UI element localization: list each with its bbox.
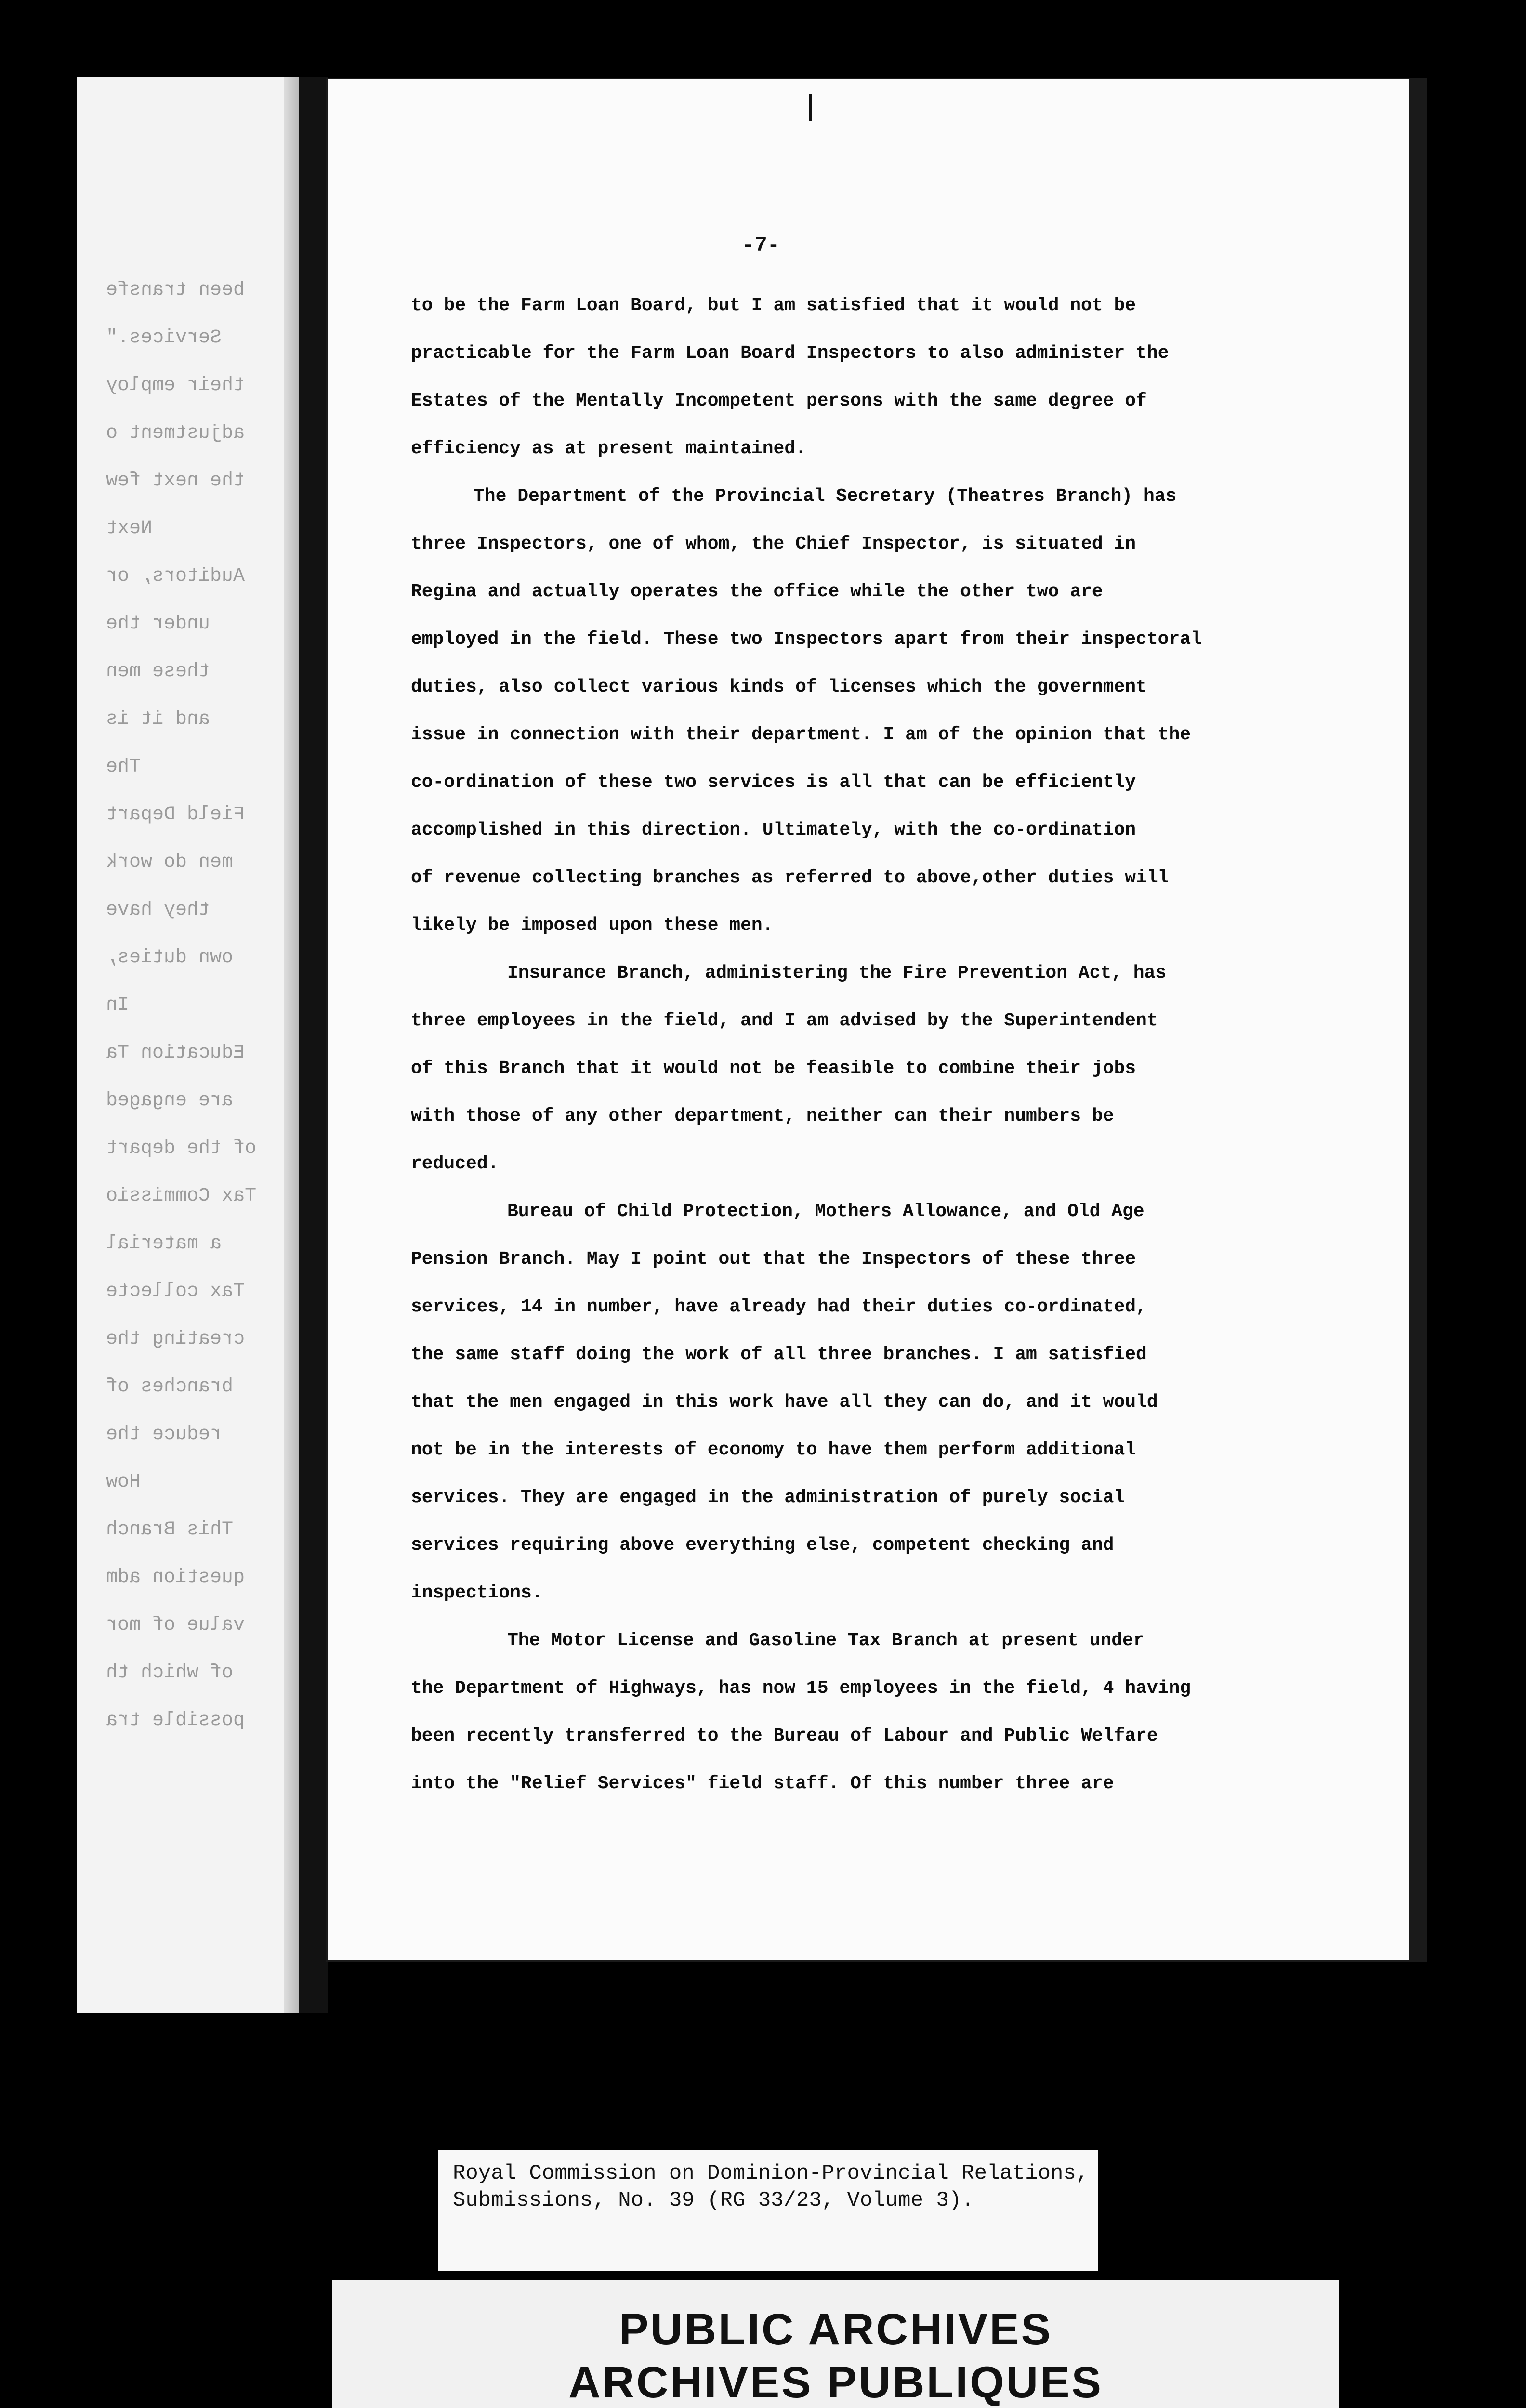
text-line: co-ordination of these two services is all that can be efficiently bbox=[411, 772, 1136, 793]
text-line: of revenue collecting branches as referred to above,other duties will bbox=[411, 867, 1169, 888]
text-line: practicable for the Farm Loan Board Inspectors to also administer the bbox=[411, 343, 1169, 364]
text-line: three employees in the field, and I am advised by the Superintendent bbox=[411, 1010, 1158, 1031]
bleed-line: Next bbox=[106, 518, 153, 539]
bleed-line: a material bbox=[106, 1233, 222, 1255]
text-line: services, 14 in number, have already had their duties co-ordinated, bbox=[411, 1296, 1147, 1317]
archives-stamp bbox=[332, 2280, 1339, 2408]
bleed-line: Tax collecte bbox=[106, 1281, 245, 1302]
text-line: accomplished in this direction. Ultimately, with the co-ordination bbox=[411, 820, 1136, 840]
reference-label bbox=[438, 2150, 1098, 2271]
text-line: likely be imposed upon these men. bbox=[411, 915, 774, 936]
reference-line: Royal Commission on Dominion-Provincial Relations, bbox=[453, 2161, 1089, 2186]
staple-mark bbox=[809, 94, 812, 121]
bleed-line: The bbox=[106, 756, 141, 778]
text-line: three Inspectors, one of whom, the Chief Inspector, is situated in bbox=[411, 534, 1136, 554]
bleed-line: their employ bbox=[106, 375, 245, 396]
bleed-line: of the depart bbox=[106, 1138, 257, 1159]
bleed-line: branches of bbox=[106, 1376, 234, 1398]
bleed-line: are engaged bbox=[106, 1090, 234, 1112]
text-line: The Motor License and Gasoline Tax Branch at present under bbox=[507, 1630, 1144, 1651]
binding-gutter bbox=[299, 77, 328, 2013]
text-line: employed in the field. These two Inspectors apart from their inspectoral bbox=[411, 629, 1202, 650]
bleed-line: Field Depart bbox=[106, 804, 245, 825]
archives-title-en: PUBLIC ARCHIVES bbox=[619, 2305, 1052, 2354]
text-line: inspections. bbox=[411, 1583, 543, 1603]
text-line: services requiring above everything else, competent checking and bbox=[411, 1535, 1114, 1556]
bleed-line: Services." bbox=[106, 327, 222, 349]
document-page bbox=[328, 79, 1425, 1960]
bleed-line: the next few bbox=[106, 470, 245, 492]
bleed-line: reduce the bbox=[106, 1424, 222, 1445]
bleed-line: been transfe bbox=[106, 279, 245, 301]
bleed-line: In bbox=[106, 995, 130, 1016]
text-line: The Department of the Provincial Secretary (Theatres Branch) has bbox=[474, 486, 1177, 507]
bleed-line: possible tra bbox=[106, 1710, 245, 1731]
bleed-line: This Branch bbox=[106, 1519, 234, 1541]
text-line: Bureau of Child Protection, Mothers Allowance, and Old Age bbox=[507, 1201, 1144, 1222]
text-line: with those of any other department, neither can their numbers be bbox=[411, 1106, 1114, 1126]
text-line: of this Branch that it would not be feasible to combine their jobs bbox=[411, 1058, 1136, 1079]
page-edge-shadow bbox=[284, 77, 299, 2013]
text-line: the Department of Highways, has now 15 employees in the field, 4 having bbox=[411, 1678, 1191, 1699]
text-line: Pension Branch. May I point out that the Inspectors of these three bbox=[411, 1249, 1136, 1269]
text-line: been recently transferred to the Bureau of Labour and Public Welfare bbox=[411, 1726, 1158, 1746]
text-line: not be in the interests of economy to have them perform additional bbox=[411, 1440, 1136, 1460]
text-line: into the "Relief Services" field staff. Of this number three are bbox=[411, 1773, 1114, 1794]
text-line: that the men engaged in this work have all they can do, and it would bbox=[411, 1392, 1158, 1413]
archives-title-fr: ARCHIVES PUBLIQUES bbox=[568, 2358, 1103, 2407]
text-line: efficiency as at present maintained. bbox=[411, 438, 806, 459]
text-line: the same staff doing the work of all three branches. I am satisfied bbox=[411, 1344, 1147, 1365]
bleed-line: under the bbox=[106, 613, 210, 635]
text-line: Estates of the Mentally Incompetent persons with the same degree of bbox=[411, 391, 1147, 411]
text-line: issue in connection with their department. I am of the opinion that the bbox=[411, 724, 1191, 745]
text-line: reduced. bbox=[411, 1153, 499, 1174]
bleed-line: Auditors, or bbox=[106, 565, 245, 587]
previous-page-edge bbox=[77, 77, 305, 2013]
text-line: Regina and actually operates the office while the other two are bbox=[411, 581, 1103, 602]
bleed-line: of which th bbox=[106, 1662, 234, 1684]
reference-line: Submissions, No. 39 (RG 33/23, Volume 3). bbox=[453, 2188, 974, 2212]
bleed-line: Tax Commissio bbox=[106, 1185, 257, 1207]
bleed-line: Education Ta bbox=[106, 1042, 245, 1064]
bleed-line: creating the bbox=[106, 1328, 245, 1350]
bleed-line: adjustment o bbox=[106, 422, 245, 444]
bleed-line: they have bbox=[106, 899, 210, 921]
bleed-line: question adm bbox=[106, 1567, 245, 1588]
text-line: to be the Farm Loan Board, but I am satisfied that it would not be bbox=[411, 295, 1136, 316]
bleed-line: value of mor bbox=[106, 1614, 245, 1636]
typed-body bbox=[411, 282, 1374, 1807]
text-line: services. They are engaged in the administration of purely social bbox=[411, 1487, 1125, 1508]
bleed-line: How bbox=[106, 1471, 141, 1493]
text-line: Insurance Branch, administering the Fire Prevention Act, has bbox=[507, 963, 1167, 983]
bleed-line: own duties, bbox=[106, 947, 234, 968]
text-line: duties, also collect various kinds of licenses which the government bbox=[411, 677, 1147, 697]
page-number: -7- bbox=[742, 234, 780, 258]
bleed-line: these men bbox=[106, 661, 210, 682]
bleed-line: and it is bbox=[106, 708, 210, 730]
bleed-line: men do work bbox=[106, 851, 234, 873]
